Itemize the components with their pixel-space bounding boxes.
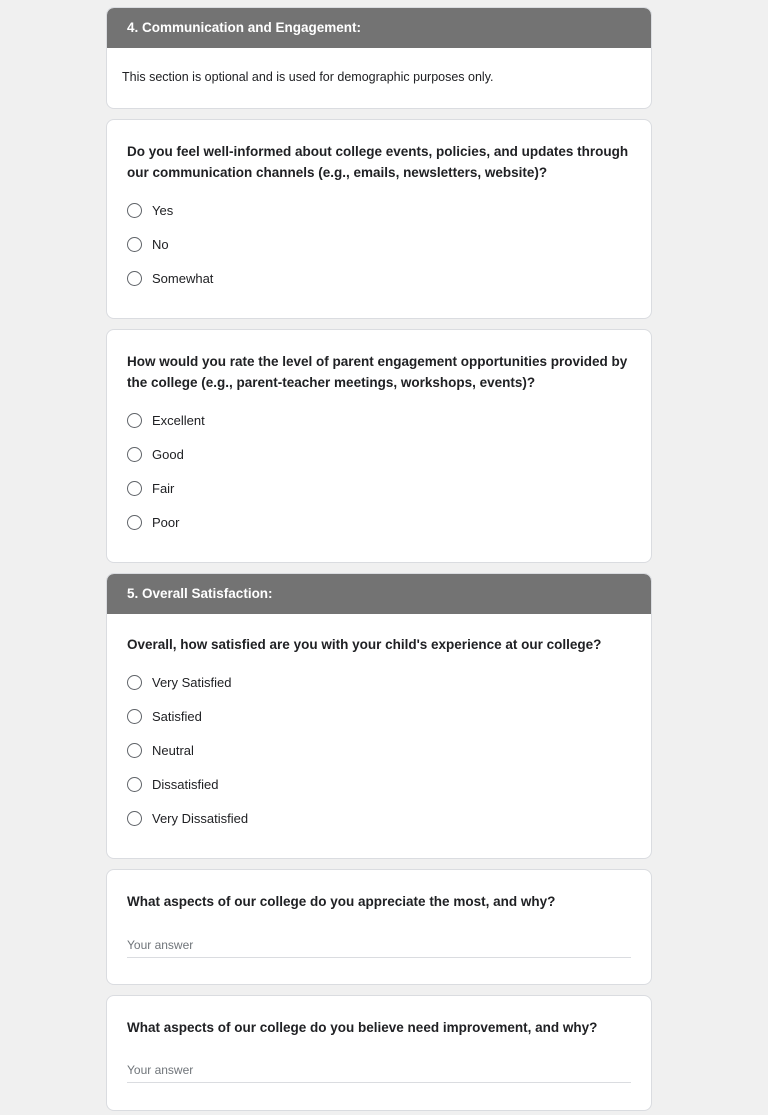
radio-button-icon[interactable] (127, 481, 142, 496)
option-label: Good (152, 446, 184, 462)
radio-button-icon[interactable] (127, 777, 142, 792)
question-appreciate-title: What aspects of our college do you appreciate the most, and why? (127, 894, 556, 909)
option-label: Dissatisfied (152, 776, 219, 792)
option-fair[interactable] (127, 471, 651, 505)
option-no[interactable] (127, 227, 651, 261)
question-overall-title: Overall, how satisfied are you with your child's experience at our college? (127, 637, 602, 652)
option-dissatisfied[interactable] (127, 767, 651, 801)
question-card-engagement (106, 329, 652, 563)
option-label: Very Dissatisfied (152, 810, 249, 826)
options-overall (107, 665, 651, 835)
option-somewhat[interactable] (127, 261, 651, 295)
option-label: Satisfied (152, 708, 202, 724)
section-card-communication (106, 7, 652, 109)
answer-field-appreciate (127, 935, 631, 958)
option-very-dissatisfied[interactable] (127, 801, 651, 835)
radio-button-icon[interactable] (127, 811, 142, 826)
question-card-informed (106, 119, 652, 319)
option-label: Fair (152, 480, 175, 496)
question-informed-title: Do you feel well-informed about college events, policies, and updates through our communication channels (e.g., emails, newsletters, website)? (127, 144, 629, 180)
radio-button-icon[interactable] (127, 709, 142, 724)
answer-input-appreciate[interactable] (127, 935, 631, 955)
section-description: This section is optional and is used for demographic purposes only. (122, 70, 494, 84)
option-neutral[interactable] (127, 733, 651, 767)
question-improvement-title: What aspects of our college do you believe need improvement, and why? (127, 1020, 598, 1035)
option-label: Yes (152, 202, 174, 218)
question-card-appreciate (106, 869, 652, 985)
options-informed (107, 193, 651, 295)
option-satisfied[interactable] (127, 699, 651, 733)
radio-button-icon[interactable] (127, 515, 142, 530)
answer-input-improvement[interactable] (127, 1060, 631, 1080)
option-good[interactable] (127, 437, 651, 471)
option-label: No (152, 236, 169, 252)
option-label: Excellent (152, 412, 205, 428)
radio-button-icon[interactable] (127, 203, 142, 218)
option-label: Somewhat (152, 270, 214, 286)
option-label: Very Satisfied (152, 674, 232, 690)
question-engagement-title: How would you rate the level of parent engagement opportunities provided by the college (e.g., parent-teacher meetings, workshops, events)? (127, 354, 628, 390)
options-engagement (107, 403, 651, 539)
option-label: Neutral (152, 742, 194, 758)
section-header-satisfaction: 5. Overall Satisfaction: (107, 574, 651, 614)
option-very-satisfied[interactable] (127, 665, 651, 699)
option-poor[interactable] (127, 505, 651, 539)
answer-field-improvement (127, 1060, 631, 1083)
option-yes[interactable] (127, 193, 651, 227)
radio-button-icon[interactable] (127, 675, 142, 690)
question-card-improvement (106, 995, 652, 1111)
radio-button-icon[interactable] (127, 743, 142, 758)
radio-button-icon[interactable] (127, 447, 142, 462)
option-label: Poor (152, 514, 180, 530)
radio-button-icon[interactable] (127, 413, 142, 428)
section-header-communication: 4. Communication and Engagement: (107, 8, 651, 48)
radio-button-icon[interactable] (127, 271, 142, 286)
section-card-satisfaction (106, 573, 652, 859)
option-excellent[interactable] (127, 403, 651, 437)
radio-button-icon[interactable] (127, 237, 142, 252)
